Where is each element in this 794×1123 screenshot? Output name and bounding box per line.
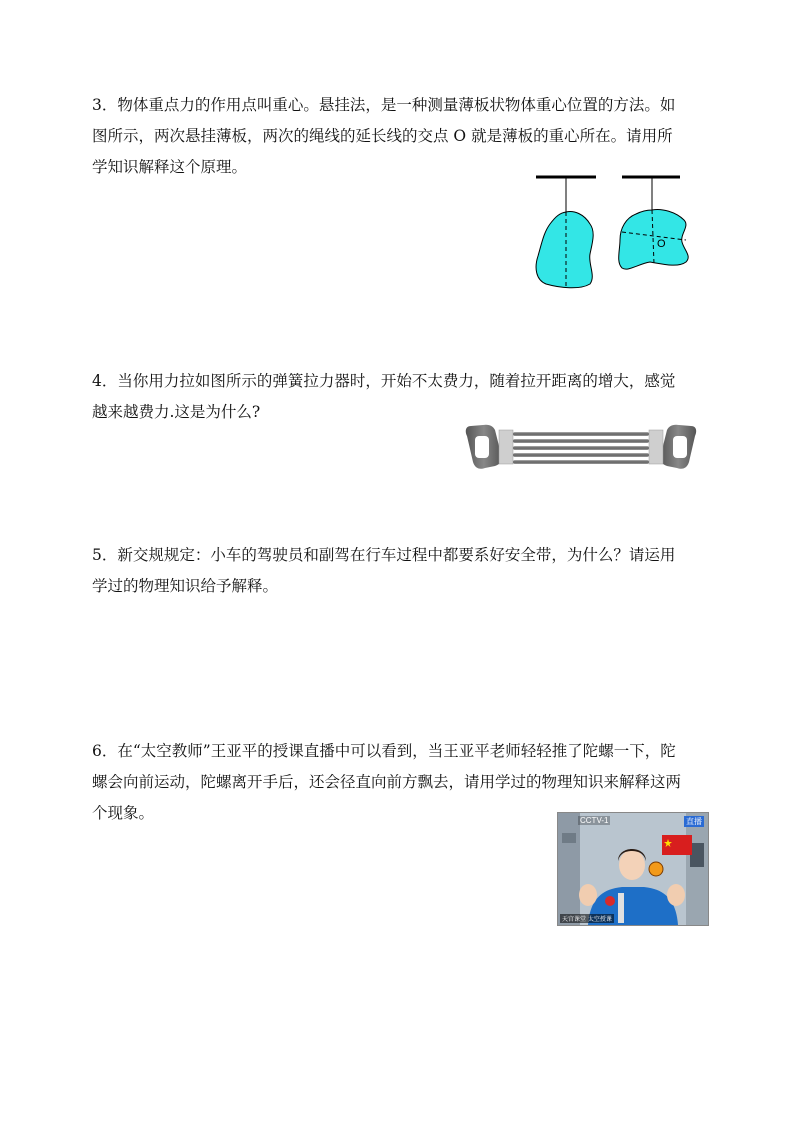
- left-plate: [536, 212, 593, 288]
- center-point-label: O: [657, 238, 666, 250]
- right-connector: [649, 430, 663, 464]
- question-6-line-1: 6．在“太空教师”王亚平的授课直播中可以看到，当王亚平老师轻轻推了陀螺一下，陀: [92, 742, 676, 760]
- spring-5: [513, 460, 649, 464]
- question-3: [92, 90, 704, 183]
- question-4-line-1: 4．当你用力拉如图所示的弹簧拉力器时，开始不太费力，随着拉开距离的增大，感觉: [92, 372, 676, 390]
- question-4-line-2: 越来越费力.这是为什么?: [92, 403, 261, 421]
- question-5-line-1: 5．新交规规定：小车的驾驶员和副驾在行车过程中都要系好安全带，为什么？请运用: [92, 546, 676, 564]
- spring-1: [513, 432, 649, 436]
- space-classroom-photo: [557, 812, 709, 926]
- spring-3: [513, 446, 649, 450]
- question-3-line-2: 图所示，两次悬挂薄板，两次的绳线的延长线的交点 O 就是薄板的重心所在。请用所: [92, 127, 673, 145]
- right-handle-grip-hole: [673, 436, 687, 458]
- question-4: [92, 366, 704, 428]
- question-6-line-2: 螺会向前运动，陀螺离开手后，还会径直向前方飘去，请用学过的物理知识来解释这两: [92, 773, 682, 791]
- gyroscope-icon: [649, 862, 663, 876]
- question-3-line-1: 3．物体重点力的作用点叫重心。悬挂法，是一种测量薄板状物体重心位置的方法。如: [92, 96, 676, 114]
- live-badge: 直播: [686, 817, 702, 826]
- gravity-center-figure: [530, 172, 705, 292]
- left-handle-grip-hole: [475, 436, 489, 458]
- channel-logo: CCTV-1: [580, 816, 609, 825]
- question-6-line-3: 个现象。: [92, 804, 155, 822]
- photo-illustration: [558, 813, 708, 925]
- spring-expander-figure: [465, 422, 697, 472]
- question-5-line-2: 学过的物理知识给予解释。: [92, 577, 279, 595]
- spring-2: [513, 439, 649, 443]
- photo-caption: 天宫课堂 太空授课: [562, 916, 612, 923]
- astronaut-face: [619, 850, 645, 880]
- question-3-line-3: 学知识解释这个原理。: [92, 158, 248, 176]
- left-connector: [499, 430, 513, 464]
- question-5: [92, 540, 704, 602]
- spring-4: [513, 453, 649, 457]
